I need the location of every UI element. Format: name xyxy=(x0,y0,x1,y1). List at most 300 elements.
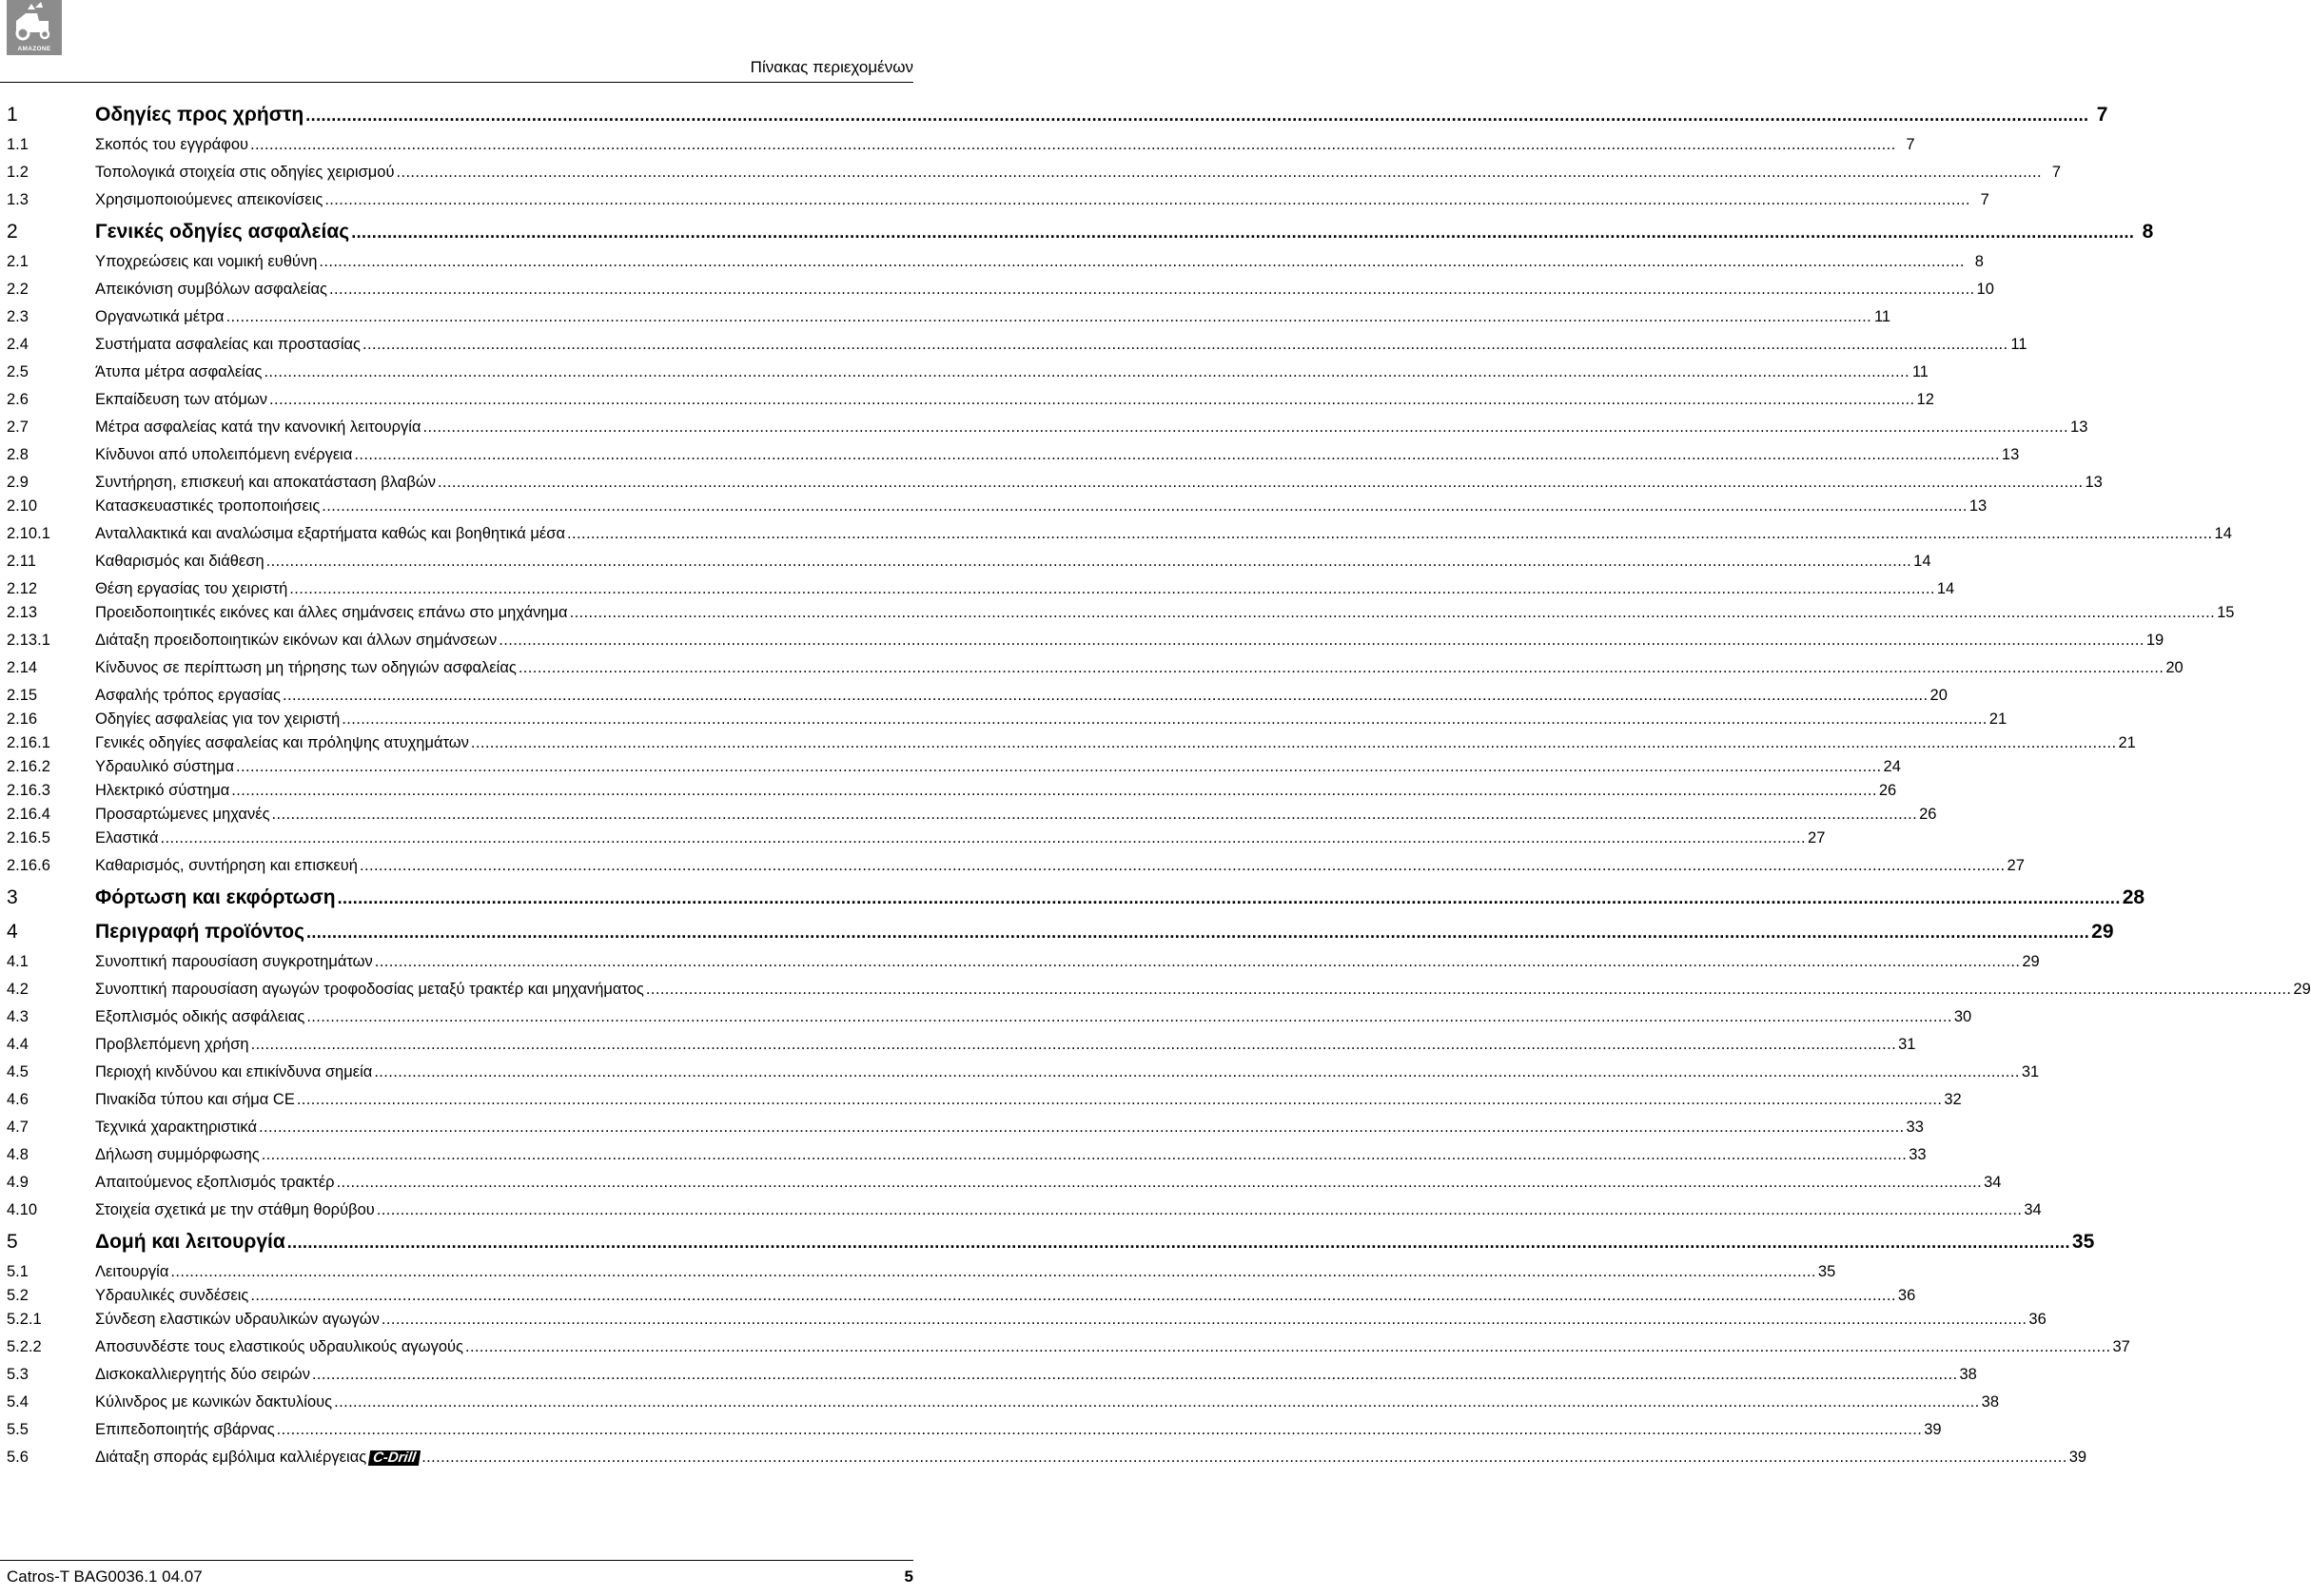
toc-entry-number: 5.5 xyxy=(7,1421,29,1438)
toc-entry-label xyxy=(95,308,225,326)
toc-entry-label-text: Υδραυλικές συνδέσεις xyxy=(95,1287,249,1304)
toc-entry-line xyxy=(95,1338,2130,1356)
toc-entry-page: 20 xyxy=(2165,659,2184,676)
dot-leader xyxy=(334,1393,1980,1411)
toc-entry-label-text: Οργανωτικά μέτρα xyxy=(95,308,225,325)
toc-entry-label xyxy=(95,1449,420,1467)
toc-entry[interactable] xyxy=(0,756,1901,780)
toc-entry-line xyxy=(95,1366,1977,1384)
toc-entry-page: 8 xyxy=(1974,253,1984,270)
toc-entry[interactable] xyxy=(0,913,2114,947)
toc-entry-page: 11 xyxy=(1911,363,1929,380)
dot-leader xyxy=(161,829,1807,847)
toc-entry[interactable] xyxy=(0,213,2154,247)
toc-entry[interactable] xyxy=(0,1309,2047,1333)
toc-entry-line xyxy=(95,886,2145,909)
dot-leader xyxy=(421,1449,2067,1467)
toc-entry-page: 34 xyxy=(1984,1174,2002,1191)
dot-leader xyxy=(519,659,2164,677)
toc-entry-line xyxy=(95,806,1937,824)
toc-entry-line xyxy=(95,580,1955,598)
toc-entry[interactable] xyxy=(0,385,1934,413)
toc-entry-label xyxy=(95,497,320,516)
toc-entry-line xyxy=(95,1311,2047,1329)
toc-entry-page: 31 xyxy=(1898,1036,1916,1053)
toc-entry-page: 21 xyxy=(1988,710,2007,728)
toc-entry-number: 2.12 xyxy=(7,580,38,597)
dot-leader xyxy=(251,1036,1897,1054)
dot-leader xyxy=(283,687,1929,705)
dot-leader xyxy=(269,391,1915,409)
dot-leader xyxy=(262,1146,1908,1164)
toc-entry-label-text: Ασφαλής τρόπος εργασίας xyxy=(95,687,281,704)
toc-entry[interactable] xyxy=(0,1085,1962,1113)
toc-entry-label-text: Προειδοποιητικές εικόνες και άλλες σημάνσεις επάνω στο μηχάνημα xyxy=(95,604,568,621)
toc-entry-page: 36 xyxy=(2028,1311,2047,1328)
dot-leader xyxy=(306,923,2089,943)
toc-entry-page: 12 xyxy=(1916,391,1934,408)
dot-leader xyxy=(236,758,1882,776)
toc-entry-label-text: Ανταλλακτικά και αναλώσιμα εξαρτήματα καθώς και βοηθητικά μέσα xyxy=(95,525,566,542)
dot-leader xyxy=(289,580,1935,598)
toc-entry-label xyxy=(95,1008,304,1026)
toc-entry-number: 4.6 xyxy=(7,1091,29,1108)
dot-leader xyxy=(306,1008,1952,1026)
toc-entry-number: 2.16.5 xyxy=(7,829,50,847)
toc-entry-label-text: Οδηγίες προς χρήστη xyxy=(95,104,304,126)
toc-entry[interactable] xyxy=(0,574,1955,602)
toc-entry-line xyxy=(95,758,1901,776)
toc-entry[interactable] xyxy=(0,827,1826,851)
toc-entry-label xyxy=(95,953,373,971)
toc-entry-number: 5.2.1 xyxy=(7,1311,42,1328)
toc-entry-label xyxy=(95,525,565,543)
table-of-contents xyxy=(0,96,2311,1470)
toc-entry[interactable] xyxy=(0,1223,2095,1257)
toc-entry-label xyxy=(95,687,281,705)
toc-entry-page: 26 xyxy=(1919,806,1937,823)
toc-entry-label-text: Κύλινδρος με κωνικών δακτυλίους xyxy=(95,1393,333,1411)
toc-entry[interactable] xyxy=(0,96,2108,130)
toc-entry-number: 5.2 xyxy=(7,1287,29,1304)
toc-entry-line xyxy=(95,281,1994,299)
toc-entry-line xyxy=(95,418,2088,437)
toc-entry-line xyxy=(95,336,2027,354)
toc-entry-line xyxy=(95,221,2154,243)
toc-entry-label-text: Υποχρεώσεις και νομική ευθύνη xyxy=(95,253,318,270)
toc-entry-label-text: Απαιτούμενος εξοπλισμός τρακτέρ xyxy=(95,1174,335,1191)
dot-leader xyxy=(287,1233,2070,1253)
toc-entry[interactable] xyxy=(0,1257,1836,1285)
toc-entry-label-text: Δομή και λειτουργία xyxy=(95,1231,285,1253)
toc-entry-label xyxy=(95,710,340,729)
toc-entry-label xyxy=(95,1231,285,1254)
dot-leader xyxy=(377,1201,2023,1219)
toc-entry-line xyxy=(95,981,2311,999)
toc-entry[interactable] xyxy=(0,275,1994,302)
toc-entry-label xyxy=(95,363,262,381)
toc-entry-page: 33 xyxy=(1909,1146,1927,1163)
toc-entry[interactable] xyxy=(0,804,1937,827)
toc-entry[interactable] xyxy=(0,1030,1916,1058)
dot-leader xyxy=(297,1091,1943,1109)
toc-entry-label-text: Περιοχή κινδύνου και επικίνδυνα σημεία xyxy=(95,1063,373,1080)
toc-entry-page: 39 xyxy=(2068,1449,2087,1466)
toc-entry-number: 5 xyxy=(7,1231,18,1253)
toc-entry[interactable] xyxy=(0,653,2184,681)
dot-leader xyxy=(329,281,1975,299)
toc-entry[interactable] xyxy=(0,496,1988,519)
toc-entry-label xyxy=(95,604,568,622)
toc-entry-page: 29 xyxy=(2293,981,2311,998)
toc-entry-label-text: Εκπαίδευση των ατόμων xyxy=(95,391,267,408)
toc-entry-label-text: Δήλωση συμμόρφωσης xyxy=(95,1146,260,1163)
toc-entry-line xyxy=(95,604,2235,622)
toc-entry[interactable] xyxy=(0,547,1931,574)
toc-entry-label xyxy=(95,580,287,598)
toc-entry-number: 4.10 xyxy=(7,1201,38,1218)
toc-entry-label-text: Συνοπτική παρουσίαση συγκροτημάτων xyxy=(95,953,373,970)
dot-leader xyxy=(250,136,1896,154)
toc-entry-label-text: Κίνδυνοι από υπολειπόμενη ενέργεια xyxy=(95,446,353,463)
toc-entry-label xyxy=(95,659,517,677)
toc-entry-label xyxy=(95,474,436,492)
dot-leader xyxy=(570,604,2216,622)
toc-entry[interactable] xyxy=(0,468,2103,496)
toc-entry-label xyxy=(95,391,267,409)
toc-entry[interactable] xyxy=(0,975,2311,1002)
toc-entry[interactable] xyxy=(0,247,1984,275)
dot-leader xyxy=(438,474,2084,492)
toc-entry-label xyxy=(95,1174,335,1192)
toc-entry-number: 5.4 xyxy=(7,1393,29,1411)
toc-entry-number: 2.16.6 xyxy=(7,857,50,874)
toc-entry-number: 2.9 xyxy=(7,474,29,491)
toc-entry-number: 5.1 xyxy=(7,1263,29,1280)
toc-entry-label-text: Λειτουργία xyxy=(95,1263,169,1280)
toc-entry-number: 4.9 xyxy=(7,1174,29,1191)
toc-entry-line xyxy=(95,632,2164,650)
toc-entry[interactable] xyxy=(0,1388,2000,1415)
toc-entry-label xyxy=(95,1393,332,1411)
toc-entry-page: 27 xyxy=(1808,829,1826,847)
dot-leader xyxy=(259,1119,1905,1137)
toc-entry-label-text: Πινακίδα τύπου και σήμα CE xyxy=(95,1091,295,1108)
toc-entry-label-text: Επιπεδοποιητής σβάρνας xyxy=(95,1421,275,1438)
toc-entry-label-text: Φόρτωση και εκφόρτωση xyxy=(95,886,336,908)
toc-entry-line xyxy=(95,1091,1962,1109)
toc-entry[interactable] xyxy=(0,1002,1972,1030)
header-divider xyxy=(0,82,913,83)
toc-entry-label xyxy=(95,1091,295,1109)
toc-entry[interactable] xyxy=(0,358,1929,385)
toc-entry-label xyxy=(95,281,327,299)
toc-entry[interactable] xyxy=(0,626,2164,653)
toc-entry-number: 2.13 xyxy=(7,604,38,621)
toc-entry-number: 4.3 xyxy=(7,1008,29,1025)
toc-entry-line xyxy=(95,474,2103,492)
toc-entry-label-text: Δισκοκαλλιεργητής δύο σειρών xyxy=(95,1366,310,1383)
toc-entry-number: 5.2.2 xyxy=(7,1338,42,1355)
toc-entry-label-text: Ηλεκτρικό σύστημα xyxy=(95,782,230,799)
toc-entry-label-text: Σκοπός του εγγράφου xyxy=(95,136,249,153)
toc-entry[interactable] xyxy=(0,879,2145,913)
toc-entry-label xyxy=(95,1366,310,1384)
dot-leader xyxy=(319,253,1965,271)
toc-entry-label xyxy=(95,758,234,776)
toc-entry-number: 2.16.4 xyxy=(7,806,50,823)
toc-entry-line xyxy=(95,253,1984,271)
toc-entry-label-text: Συστήματα ασφαλείας και προστασίας xyxy=(95,336,361,353)
toc-entry-line xyxy=(95,921,2114,944)
dot-leader xyxy=(226,308,1872,326)
toc-entry-number: 5.3 xyxy=(7,1366,29,1383)
toc-entry-line xyxy=(95,136,1915,154)
toc-entry-page: 28 xyxy=(2122,886,2145,908)
toc-entry-label-text: Κίνδυνος σε περίπτωση μη τήρησης των οδηγιών ασφαλείας xyxy=(95,659,517,676)
toc-entry-label xyxy=(95,136,248,154)
toc-entry-label xyxy=(95,221,349,243)
toc-entry-number: 4.4 xyxy=(7,1036,29,1053)
toc-entry[interactable] xyxy=(0,519,2232,547)
toc-entry-label xyxy=(95,1421,275,1439)
toc-entry-number: 4.7 xyxy=(7,1119,29,1136)
dot-leader xyxy=(351,223,2134,243)
toc-entry-label xyxy=(95,191,323,209)
toc-entry[interactable] xyxy=(0,1415,1942,1443)
toc-entry[interactable] xyxy=(0,1285,1916,1309)
toc-entry-number: 2.16.3 xyxy=(7,782,50,799)
toc-entry-line xyxy=(95,1421,1942,1439)
toc-entry[interactable] xyxy=(0,732,2136,756)
toc-entry[interactable] xyxy=(0,681,1948,709)
dot-leader xyxy=(499,632,2145,650)
toc-entry[interactable] xyxy=(0,302,1891,330)
toc-entry[interactable] xyxy=(0,851,2025,879)
toc-entry-label-text: Άτυπα μέτρα ασφαλείας xyxy=(95,363,263,380)
toc-entry-line xyxy=(95,1036,1916,1054)
toc-entry-number: 2.10.1 xyxy=(7,525,50,542)
toc-entry-label-text: Διάταξη προειδοποιητικών εικόνων και άλλων σημάνσεων xyxy=(95,632,498,649)
toc-entry-line xyxy=(95,1174,2002,1192)
dot-leader xyxy=(567,525,2213,543)
toc-entry-label xyxy=(95,1119,257,1137)
toc-entry-number: 5.6 xyxy=(7,1449,29,1466)
toc-entry-page: 13 xyxy=(2085,474,2103,491)
toc-entry[interactable] xyxy=(0,1196,2042,1223)
toc-entry[interactable] xyxy=(0,1168,2002,1196)
toc-entry-label xyxy=(95,1201,375,1219)
toc-entry-page: 11 xyxy=(2010,336,2027,353)
toc-entry-label-text: Τεχνικά χαρακτηριστικά xyxy=(95,1119,258,1136)
toc-entry-page: 11 xyxy=(1873,308,1891,325)
toc-entry-label xyxy=(95,1036,249,1054)
dot-leader xyxy=(337,1174,1983,1192)
dot-leader xyxy=(423,418,2069,437)
toc-entry-label xyxy=(95,782,229,800)
toc-entry-line xyxy=(95,829,1826,847)
toc-entry-label xyxy=(95,1338,463,1356)
toc-entry-number: 2 xyxy=(7,221,18,243)
dot-leader xyxy=(170,1263,1816,1281)
dot-leader xyxy=(264,363,1910,381)
toc-entry-number: 2.6 xyxy=(7,391,29,408)
toc-entry-label-text: Μέτρα ασφαλείας κατά την κανονική λειτουργία xyxy=(95,418,421,436)
toc-entry-page: 7 xyxy=(2051,164,2062,181)
toc-entry-page: 31 xyxy=(2021,1063,2040,1080)
toc-entry-page: 38 xyxy=(1981,1393,2000,1411)
toc-entry-label-text: Τοπολογικά στοιχεία στις οδηγίες χειρισμού xyxy=(95,164,395,181)
toc-entry-number: 4 xyxy=(7,921,18,943)
toc-entry[interactable] xyxy=(0,158,2062,185)
toc-entry-label-text: Ελαστικά xyxy=(95,829,159,847)
toc-entry-label xyxy=(95,829,159,847)
toc-entry-line xyxy=(95,553,1931,571)
toc-entry-label xyxy=(95,981,644,999)
toc-entry[interactable] xyxy=(0,130,1915,158)
toc-entry[interactable] xyxy=(0,1333,2130,1360)
toc-entry[interactable] xyxy=(0,602,2235,626)
toc-entry-page: 14 xyxy=(1936,580,1955,597)
toc-entry-label-text: Γενικές οδηγίες ασφαλείας xyxy=(95,221,350,243)
toc-entry[interactable] xyxy=(0,330,2027,358)
toc-entry-line xyxy=(95,687,1948,705)
toc-entry-label xyxy=(95,734,469,752)
toc-entry-label-text: Αποσυνδέστε τους ελαστικούς υδραυλικούς αγωγούς xyxy=(95,1338,463,1355)
dot-leader xyxy=(362,336,2008,354)
toc-entry[interactable] xyxy=(0,440,2020,468)
toc-entry[interactable] xyxy=(0,413,2088,440)
toc-entry[interactable] xyxy=(0,947,2040,975)
toc-entry-page: 37 xyxy=(2112,1338,2130,1355)
toc-entry-page: 35 xyxy=(2071,1231,2095,1253)
toc-entry-number: 2.4 xyxy=(7,336,29,353)
tractor-sower-icon xyxy=(7,0,62,44)
toc-entry-line xyxy=(95,1119,1924,1137)
toc-entry-label-text: Κατασκευαστικές τροποποιήσεις xyxy=(95,497,321,515)
toc-entry[interactable] xyxy=(0,1113,1924,1140)
toc-entry-line xyxy=(95,857,2025,875)
toc-entry-page: 20 xyxy=(1929,687,1948,704)
toc-entry-label xyxy=(95,418,421,437)
toc-entry-label xyxy=(95,1063,372,1081)
page-number: 5 xyxy=(904,1567,913,1586)
toc-entry-number: 2.16.2 xyxy=(7,758,50,775)
toc-entry-label-text: Συντήρηση, επισκευή και αποκατάσταση βλαβών xyxy=(95,474,436,491)
toc-entry-label-text: Προβλεπόμενη χρήση xyxy=(95,1036,249,1053)
toc-entry-page: 14 xyxy=(2214,525,2232,542)
toc-entry-number: 4.2 xyxy=(7,981,29,998)
amazone-logo xyxy=(7,0,62,55)
toc-entry[interactable] xyxy=(0,1058,2040,1085)
toc-entry-line xyxy=(95,391,1934,409)
toc-entry[interactable] xyxy=(0,1140,1927,1168)
toc-entry-number: 2.5 xyxy=(7,363,29,380)
toc-entry[interactable] xyxy=(0,709,2007,732)
dot-leader xyxy=(266,553,1912,571)
toc-entry-page: 21 xyxy=(2118,734,2136,751)
toc-entry-page: 19 xyxy=(2145,632,2164,649)
toc-entry[interactable] xyxy=(0,1443,2087,1470)
toc-entry[interactable] xyxy=(0,780,1897,804)
toc-entry-line xyxy=(95,363,1929,381)
toc-entry-line xyxy=(95,1231,2095,1254)
toc-entry-label xyxy=(95,336,361,354)
page-title: Πίνακας περιεχομένων xyxy=(750,58,913,76)
toc-entry-number: 2.15 xyxy=(7,687,38,704)
dot-leader xyxy=(272,806,1918,824)
toc-entry-label xyxy=(95,806,270,824)
toc-entry-number: 1.1 xyxy=(7,136,29,153)
toc-entry-line xyxy=(95,710,2007,729)
toc-entry-label-text: Απεικόνιση συμβόλων ασφαλείας xyxy=(95,281,328,298)
toc-entry-number: 2.16.1 xyxy=(7,734,50,751)
toc-entry-line xyxy=(95,1449,2087,1467)
toc-entry-label-text: Διάταξη σποράς εμβόλιμα καλλιέργειας xyxy=(95,1449,367,1466)
toc-entry-line xyxy=(95,1008,1972,1026)
toc-entry-number: 2.11 xyxy=(7,553,36,570)
toc-entry-line xyxy=(95,497,1988,516)
toc-entry-number: 3 xyxy=(7,886,18,908)
toc-entry-label-text: Υδραυλικό σύστημα xyxy=(95,758,234,775)
toc-entry-page: 13 xyxy=(2001,446,2020,463)
dot-leader xyxy=(305,106,2088,126)
toc-entry-label-text: Στοιχεία σχετικά με την στάθμη θορύβου xyxy=(95,1201,375,1218)
toc-entry-label xyxy=(95,1311,380,1329)
toc-entry-page: 13 xyxy=(1968,497,1988,515)
toc-entry-line xyxy=(95,659,2184,677)
toc-entry-page: 29 xyxy=(2091,921,2114,943)
toc-entry-page: 29 xyxy=(2022,953,2040,970)
toc-entry-line xyxy=(95,1201,2042,1219)
toc-entry-label xyxy=(95,253,317,271)
toc-entry-page: 33 xyxy=(1906,1119,1924,1136)
toc-entry-line xyxy=(95,1263,1836,1281)
toc-entry-label xyxy=(95,1287,248,1305)
toc-entry-number: 2.14 xyxy=(7,659,38,676)
dot-leader xyxy=(322,497,1968,516)
toc-entry-number: 2.13.1 xyxy=(7,632,50,649)
toc-entry-label-text: Γενικές οδηγίες ασφαλείας και πρόληψης ατυχημάτων xyxy=(95,734,469,751)
toc-entry-label xyxy=(95,1263,168,1281)
toc-entry-label xyxy=(95,1146,260,1164)
toc-entry-page: 7 xyxy=(1906,136,1915,153)
toc-entry-label xyxy=(95,921,304,944)
toc-entry-label xyxy=(95,632,497,650)
toc-entry[interactable] xyxy=(0,185,1989,213)
dot-leader xyxy=(375,953,2021,971)
toc-entry-page: 32 xyxy=(1944,1091,1962,1108)
toc-entry-label-text: Σύνδεση ελαστικών υδραυλικών αγωγών xyxy=(95,1311,380,1328)
toc-entry-page: 13 xyxy=(2070,418,2088,436)
toc-entry-label-text: Περιγραφή προϊόντος xyxy=(95,921,304,943)
toc-entry-page: 7 xyxy=(1980,191,1989,208)
toc-entry-label-text: Θέση εργασίας του χειριστή xyxy=(95,580,288,597)
toc-entry-page: 10 xyxy=(1976,281,1994,298)
toc-entry-page: 39 xyxy=(1924,1421,1942,1438)
dot-leader xyxy=(396,164,2042,182)
toc-entry-page: 15 xyxy=(2217,604,2235,621)
toc-entry-number: 4.5 xyxy=(7,1063,29,1080)
toc-entry-label xyxy=(95,446,352,464)
toc-entry-label-text: Χρησιμοποιούμενες απεικονίσεις xyxy=(95,191,323,208)
toc-entry-label xyxy=(95,886,336,909)
toc-entry-line xyxy=(95,1146,1927,1164)
toc-entry-number: 2.16 xyxy=(7,710,38,728)
toc-entry[interactable] xyxy=(0,1360,1977,1388)
toc-entry-line xyxy=(95,1287,1916,1305)
toc-entry-line xyxy=(95,1063,2040,1081)
